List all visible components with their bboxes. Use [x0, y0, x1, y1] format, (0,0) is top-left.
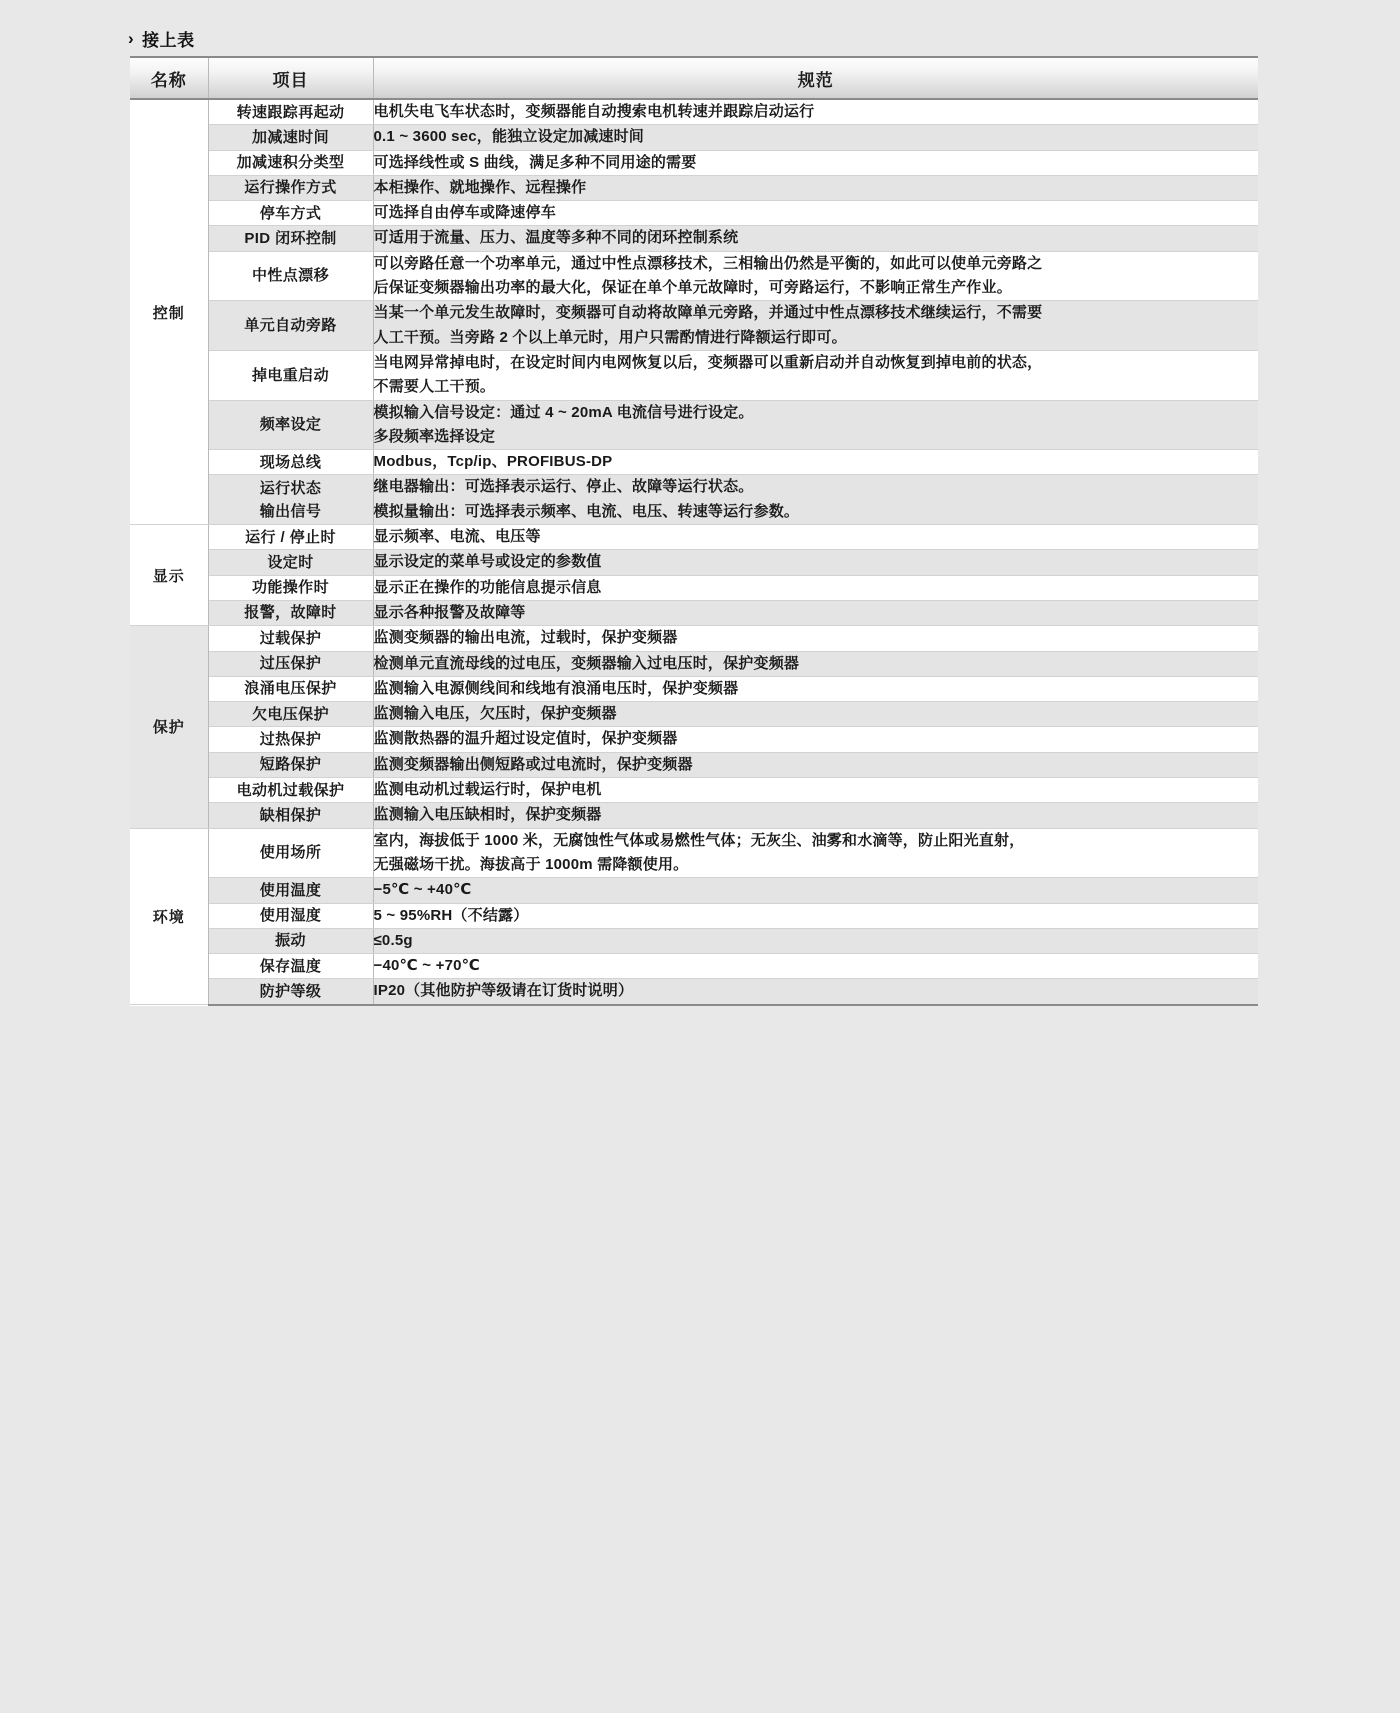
table-row: [130, 878, 1258, 903]
row-item-label: PID 闭环控制: [208, 226, 373, 251]
row-item-label: 现场总线: [208, 450, 373, 475]
row-item-label: 使用温度: [208, 878, 373, 903]
row-spec-text: 可适用于流量、压力、温度等多种不同的闭环控制系统: [373, 226, 1258, 251]
table-header: [130, 57, 1258, 99]
row-spec-text: 模拟输入信号设定：通过 4 ~ 20mA 电流信号进行设定。 多段频率选择设定: [373, 400, 1258, 450]
table-row: [130, 251, 1258, 301]
row-spec-text: 0.1 ~ 3600 sec，能独立设定加减速时间: [373, 125, 1258, 150]
row-spec-text: IP20（其他防护等级请在订货时说明）: [373, 979, 1258, 1005]
table-row: [130, 752, 1258, 777]
row-item-label: 加减速时间: [208, 125, 373, 150]
table-row: [130, 928, 1258, 953]
row-spec-text: 显示正在操作的功能信息提示信息: [373, 575, 1258, 600]
row-spec-text: 监测变频器的输出电流，过载时，保护变频器: [373, 626, 1258, 651]
table-row: [130, 125, 1258, 150]
table-row: [130, 550, 1258, 575]
row-spec-text: 显示各种报警及故障等: [373, 600, 1258, 625]
row-group-name: 保护: [130, 626, 208, 828]
row-item-label: 运行 / 停止时: [208, 525, 373, 550]
row-spec-text: 显示频率、电流、电压等: [373, 525, 1258, 550]
table-row: [130, 226, 1258, 251]
spec-table-container: [130, 56, 1258, 1006]
row-item-label: 过压保护: [208, 651, 373, 676]
row-item-label: 报警，故障时: [208, 600, 373, 625]
row-item-label: 防护等级: [208, 979, 373, 1005]
row-item-label: 运行操作方式: [208, 175, 373, 200]
row-spec-text: 可以旁路任意一个功率单元，通过中性点漂移技术，三相输出仍然是平衡的，如此可以使单元旁路之 后保证变频器输出功率的最大化，保证在单个单元故障时，可旁路运行，不影响正常生产作业。: [373, 251, 1258, 301]
row-item-label: 加减速积分类型: [208, 150, 373, 175]
row-item-label: 停车方式: [208, 201, 373, 226]
column-header-spec: 规范: [373, 57, 1258, 99]
row-item-label: 缺相保护: [208, 803, 373, 828]
row-item-label: 短路保护: [208, 752, 373, 777]
row-spec-text: ≤0.5g: [373, 928, 1258, 953]
table-row: [130, 828, 1258, 878]
row-item-label: 使用湿度: [208, 903, 373, 928]
table-row: [130, 475, 1258, 525]
table-row: [130, 350, 1258, 400]
row-item-label: 功能操作时: [208, 575, 373, 600]
row-item-label: 欠电压保护: [208, 702, 373, 727]
row-spec-text: 继电器输出：可选择表示运行、停止、故障等运行状态。 模拟量输出：可选择表示频率、电流、电压、转速等运行参数。: [373, 475, 1258, 525]
row-spec-text: 本柜操作、就地操作、远程操作: [373, 175, 1258, 200]
table-row: [130, 450, 1258, 475]
table-row: [130, 778, 1258, 803]
table-row: [130, 400, 1258, 450]
row-spec-text: 监测电动机过载运行时，保护电机: [373, 778, 1258, 803]
table-row: [130, 979, 1258, 1005]
row-item-label: 保存温度: [208, 954, 373, 979]
row-spec-text: 监测输入电压，欠压时，保护变频器: [373, 702, 1258, 727]
table-row: [130, 903, 1258, 928]
table-row: [130, 175, 1258, 200]
row-spec-text: 检测单元直流母线的过电压，变频器输入过电压时，保护变频器: [373, 651, 1258, 676]
row-item-label: 中性点漂移: [208, 251, 373, 301]
table-row: [130, 301, 1258, 351]
row-spec-text: 当某一个单元发生故障时，变频器可自动将故障单元旁路，并通过中性点漂移技术继续运行，不需要 人工干预。当旁路 2 个以上单元时，用户只需酌情进行降额运行即可。: [373, 301, 1258, 351]
table-row: [130, 600, 1258, 625]
specification-table: [130, 56, 1258, 1006]
table-row: [130, 676, 1258, 701]
table-row: [130, 727, 1258, 752]
column-header-item: 项目: [208, 57, 373, 99]
table-row: [130, 954, 1258, 979]
row-item-label: 设定时: [208, 550, 373, 575]
breadcrumb-label: 接上表: [142, 31, 195, 50]
table-row: [130, 626, 1258, 651]
table-row: [130, 702, 1258, 727]
row-item-label: 运行状态 输出信号: [208, 475, 373, 525]
row-group-name: 环境: [130, 828, 208, 1005]
row-spec-text: 显示设定的菜单号或设定的参数值: [373, 550, 1258, 575]
row-spec-text: 当电网异常掉电时，在设定时间内电网恢复以后，变频器可以重新启动并自动恢复到掉电前的状态， 不需要人工干预。: [373, 350, 1258, 400]
row-spec-text: −40℃ ~ +70℃: [373, 954, 1258, 979]
column-header-name: 名称: [130, 57, 208, 99]
row-spec-text: 监测输入电源侧线间和线地有浪涌电压时，保护变频器: [373, 676, 1258, 701]
table-row: [130, 575, 1258, 600]
row-spec-text: 5 ~ 95%RH（不结露）: [373, 903, 1258, 928]
row-item-label: 单元自动旁路: [208, 301, 373, 351]
table-row: [130, 651, 1258, 676]
row-group-name: 显示: [130, 525, 208, 626]
row-spec-text: Modbus，Tcp/ip、PROFIBUS-DP: [373, 450, 1258, 475]
row-item-label: 振动: [208, 928, 373, 953]
row-spec-text: 监测输入电压缺相时，保护变频器: [373, 803, 1258, 828]
row-item-label: 过载保护: [208, 626, 373, 651]
row-spec-text: 可选择线性或 S 曲线，满足多种不同用途的需要: [373, 150, 1258, 175]
row-item-label: 转速跟踪再起动: [208, 99, 373, 125]
row-spec-text: 监测散热器的温升超过设定值时，保护变频器: [373, 727, 1258, 752]
row-item-label: 使用场所: [208, 828, 373, 878]
row-item-label: 电动机过载保护: [208, 778, 373, 803]
row-item-label: 过热保护: [208, 727, 373, 752]
row-spec-text: −5℃ ~ +40℃: [373, 878, 1258, 903]
row-spec-text: 室内，海拔低于 1000 米，无腐蚀性气体或易燃性气体；无灰尘、油雾和水滴等，防止阳光直射， 无强磁场干扰。海拔高于 1000m 需降额使用。: [373, 828, 1258, 878]
row-spec-text: 电机失电飞车状态时，变频器能自动搜索电机转速并跟踪启动运行: [373, 99, 1258, 125]
row-group-name: 控制: [130, 99, 208, 525]
breadcrumb: [128, 26, 195, 51]
row-item-label: 掉电重启动: [208, 350, 373, 400]
row-item-label: 频率设定: [208, 400, 373, 450]
chevron-right-icon: ›: [128, 29, 135, 48]
row-spec-text: 可选择自由停车或降速停车: [373, 201, 1258, 226]
table-row: [130, 525, 1258, 550]
table-row: [130, 150, 1258, 175]
table-body: [130, 99, 1258, 1005]
table-header-row: [130, 57, 1258, 99]
table-row: [130, 201, 1258, 226]
row-item-label: 浪涌电压保护: [208, 676, 373, 701]
table-row: [130, 99, 1258, 125]
row-spec-text: 监测变频器输出侧短路或过电流时，保护变频器: [373, 752, 1258, 777]
table-row: [130, 803, 1258, 828]
